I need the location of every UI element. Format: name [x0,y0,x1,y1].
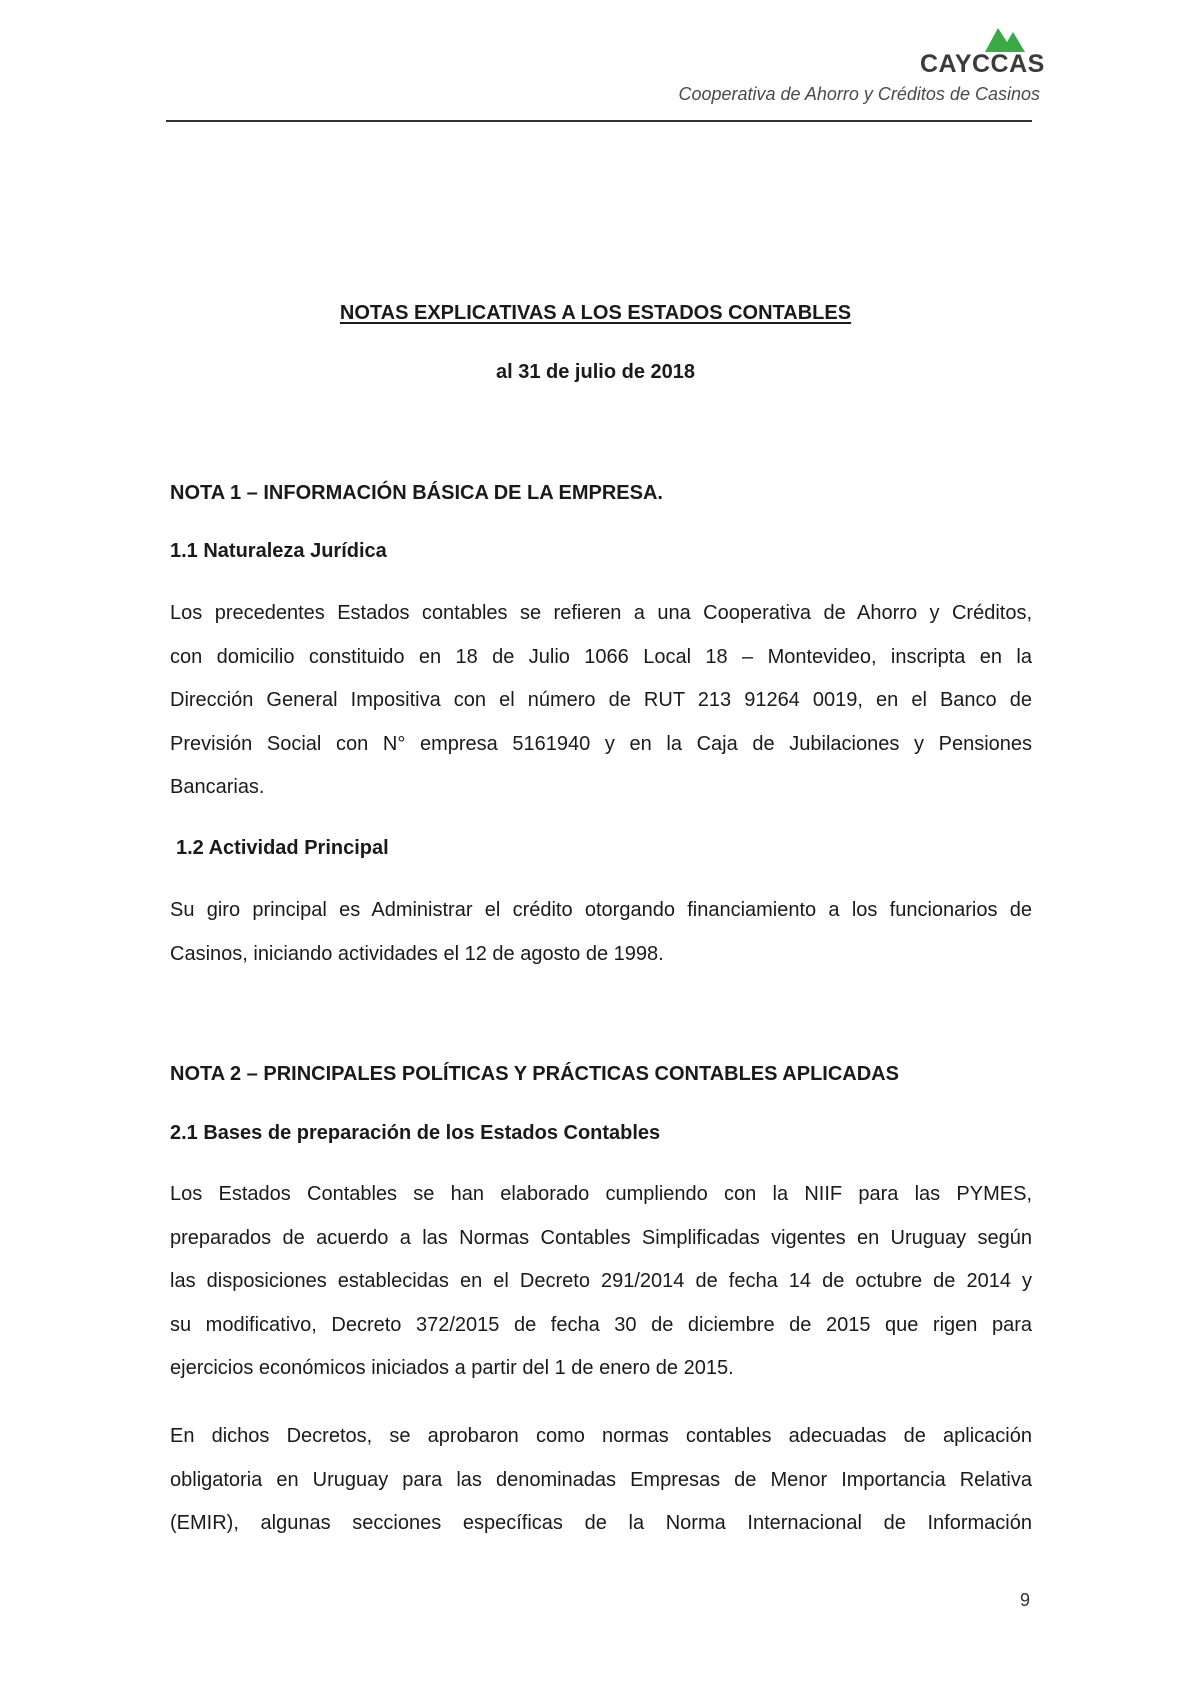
paragraph-line: Casinos, iniciando actividades el 12 de agosto de 1998. [170,942,664,965]
nota2-heading: NOTA 2 – PRINCIPALES POLÍTICAS Y PRÁCTICAS CONTABLES APLICADAS [170,1063,899,1085]
paragraph-line: En dichos Decretos, se aprobaron como normas contables adecuadas de aplicación [170,1425,1032,1447]
paragraph-line: las disposiciones establecidas en el Decreto 291/2014 de fecha 14 de octubre de 2014 y [170,1270,1032,1292]
document-date: al 31 de julio de 2018 [496,361,695,383]
paragraph-line: Bancarias. [170,776,265,798]
nota1-section2-paragraph [170,889,1032,976]
nota1-heading: NOTA 1 – INFORMACIÓN BÁSICA DE LA EMPRESA. [170,482,663,504]
nota2-paragraph-1 [170,1173,1032,1391]
header-subtitle: Cooperativa de Ahorro y Créditos de Casinos [678,84,1040,104]
logo-wordmark: CAYCCAS [920,50,1045,78]
paragraph-line: con domicilio constituido en 18 de Julio 1066 Local 18 – Montevideo, inscripta en la [170,645,1032,668]
paragraph-line: (EMIR), algunas secciones específicas de la Norma Internacional de Información [170,1512,1032,1534]
page-number: 9 [1020,1590,1031,1610]
paragraph-line: preparados de acuerdo a las Normas Contables Simplificadas vigentes en Uruguay según [170,1226,1032,1249]
nota2-paragraph-2 [170,1415,1032,1546]
paragraph-line: Su giro principal es Administrar el crédito otorgando financiamiento a los funcionarios de [170,899,1032,921]
paragraph-line: ejercicios económicos iniciados a partir del 1 de enero de 2015. [170,1357,734,1379]
mountain-logo-icon [985,24,1025,52]
paragraph-line: obligatoria en Uruguay para las denominadas Empresas de Menor Importancia Relativa [170,1468,1032,1491]
paragraph-line: Previsión Social con N° empresa 5161940 y en la Caja de Jubilaciones y Pensiones [170,732,1032,755]
nota1-section2-heading: 1.2 Actividad Principal [176,837,389,859]
paragraph-line: su modificativo, Decreto 372/2015 de fecha 30 de diciembre de 2015 que rigen para [170,1313,1032,1336]
header-divider [166,120,1032,122]
nota1-section1-heading: 1.1 Naturaleza Jurídica [170,540,387,562]
nota2-section1-heading: 2.1 Bases de preparación de los Estados Contables [170,1122,661,1144]
document-title: NOTAS EXPLICATIVAS A LOS ESTADOS CONTABLES [339,302,852,324]
nota1-section1-paragraph [170,592,1032,810]
paragraph-line: Los precedentes Estados contables se refieren a una Cooperativa de Ahorro y Créditos, [170,602,1032,624]
paragraph-line: Dirección General Impositiva con el número de RUT 213 91264 0019, en el Banco de [170,689,1032,711]
paragraph-line: Los Estados Contables se han elaborado cumpliendo con la NIIF para las PYMES, [170,1183,1032,1205]
